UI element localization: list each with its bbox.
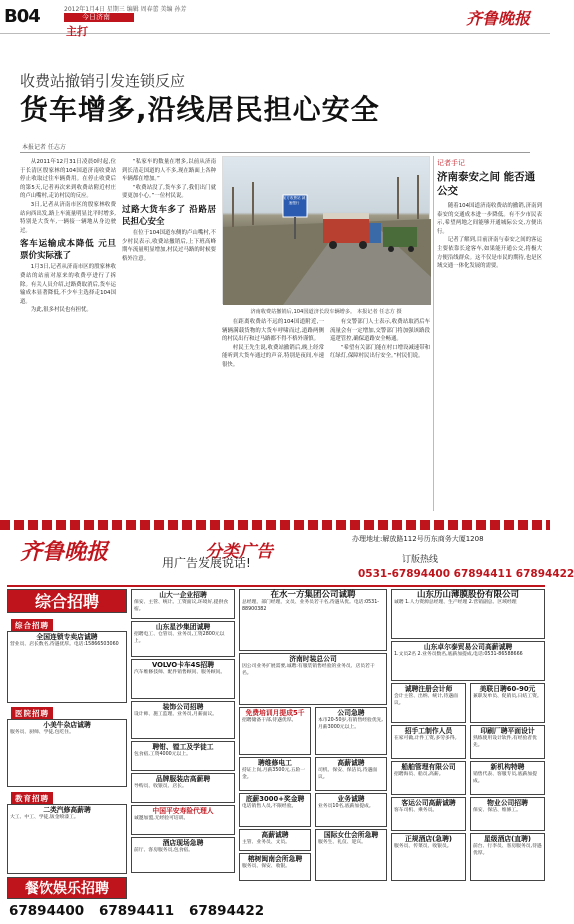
ad-box: 山东卓尔泰贸易公司高薪诚聘 1.文员2名 2.业务员数名,底薪加提成,电话:0531-86588666 — [391, 641, 545, 681]
paragraph: 3日,记者从济南市区的殷家林收费站向西出发,路上车流量明显比平时增多,特别是大货车,一辆接一辆地从身边驶过。 — [20, 201, 116, 234]
category-banner-entertain: 餐饮娱乐招聘 — [7, 877, 127, 899]
category-label-education: 教育招聘 — [11, 792, 53, 805]
ad-section-logo: 齐鲁晚报 — [20, 539, 109, 565]
commentary-headline: 济南泰安之间 能否通公交 — [437, 171, 536, 197]
ad-divider-band — [0, 520, 550, 530]
ad-box: 山东星沙集团诚聘 招聘电工、仓管员、业务员,工资2800元以上。 — [131, 621, 235, 657]
article-column-2 — [122, 158, 216, 513]
paragraph: 记者了解到,目前济南与泰安之间的客运主要依靠长途客车,如果能开通公交,将极大方便沿线群众。这不仅是市民的期待,也是区域交通一体化发展的需要。 — [437, 237, 542, 270]
paragraph: 从2011年12月31日凌晨0时起,位于长清区殷家林的104国道济南收费站停止收取过往车辆费用。在停止收费后的第5天,记者再次来到收费站附近村庄的卢山嘴村,走访村民的反应。 — [20, 159, 116, 200]
ad-box: 船舶管理有限公司 招聘海员、船员,高薪。 — [391, 761, 466, 795]
ad-phone-number: 67894400 — [9, 903, 85, 919]
ad-box: 二类汽修高薪聘 大工、中工、学徒,钣金喷漆工。 — [7, 804, 127, 874]
ad-box: VOLVO卡车4S招聘 汽车维修技师、配件销售顾问、服务顾问。 — [131, 659, 235, 699]
ad-section-slogan: 分类广告 — [205, 542, 273, 562]
paragraph: “私家车的数量在增多,以前从济南到长清走国道的人不多,现在路面上各种车辆都在增加。” — [122, 159, 216, 183]
header-meta: 2012年1月4日 星期三 编辑 周春蕾 美编 孙芳 — [64, 6, 187, 13]
ad-phone-number: 67894422 — [189, 903, 265, 919]
article-headline: 货车增多,沿线居民担心安全 — [20, 93, 380, 126]
paragraph: “收费站没了,货车多了,我们出门就要更加小心。”一位村民说。 — [122, 184, 216, 200]
section-tab: 今日济南 — [64, 13, 134, 22]
paragraph: 为此,很多村民也有担忧。 — [30, 307, 92, 314]
subheading: 客车运输成本降低 元旦票价实际涨了 — [20, 239, 116, 262]
category-label-recruit: 综合招聘 — [11, 619, 53, 632]
ad-box: 美联日聘60-90元 兼职发单员、促销员,日结工资。 — [470, 683, 545, 723]
ad-box: 星级酒店(直聘) 前台、行李员、客房服务员,待遇优厚。 — [470, 833, 545, 881]
ad-phone-number: 67894411 — [99, 903, 175, 919]
masthead-logo: 齐鲁晚报 — [466, 9, 531, 28]
ad-box: 全国连锁专卖店诚聘 营业员、店长数名,待遇优厚。电话:15866503060 — [7, 631, 127, 703]
ad-department: 订版热线 — [402, 555, 439, 565]
article-column-1 — [20, 158, 116, 513]
ad-box: 榕树闽南会所急聘 服务员、保安、收银。 — [239, 853, 311, 881]
article-column-3 — [222, 318, 324, 513]
ad-box: 客运公司高薪诚聘 客车司机、乘务员。 — [391, 797, 466, 831]
ad-box: 国际女仕会所急聘 服务生、礼仪、迎宾。 — [315, 829, 387, 881]
subheading: 过路大货车多了 沿路居民担心安全 — [122, 204, 216, 227]
paragraph: “希望有关部门能在村口增设减速带和红绿灯,保障村民出行安全。”村民们说。 — [330, 344, 430, 360]
ad-box: 聘钳、镗工及学徒工 包食宿,工资4000元以上。 — [131, 741, 235, 771]
ad-box: 公司急聘 本市20-50岁,有销售经验优先,月薪3000元以上。 — [315, 707, 387, 755]
category-label-medical: 医院招聘 — [11, 707, 53, 720]
section-name: 主打 — [66, 25, 88, 38]
ad-box: 高薪诚聘 主管、业务员、文员。 — [239, 829, 311, 851]
paragraph: 1月3日,记者从济南市区的殷家林收费站的站前对原来的收费亭进行了拆除。有关人员介绍,过路费取消后,货车运输成本显著降低,不少车主选择走104国道。 — [20, 264, 116, 305]
ad-box: 在水一方集团公司诚聘 总经理、部门经理、文员、业务员若干名,待遇从优。电话:0531-88900382 — [239, 589, 387, 651]
category-banner-recruit: 综合招聘 — [7, 589, 127, 613]
ad-box: 正规酒店(急聘) 服务员、传菜员、收银员。 — [391, 833, 466, 881]
photo-caption: 济南收费站撤销后,104国道济长段车辆增多。 本报记者 任志方 摄 — [250, 309, 402, 315]
ad-box: 诚聘注册会计师 会计主管、出纳、统计,待遇面议。 — [391, 683, 466, 723]
ad-box: 高薪诚聘 司机、保安、保洁员,待遇面议。 — [315, 757, 387, 791]
ad-box: 底薪3000+奖金聘 电话销售人员,不限经验。 — [239, 793, 311, 827]
ad-box: 济南时装总公司 因公司业务扩展需要,诚聘:有服装销售经验的业务员、店员若干名。 — [239, 653, 387, 705]
ad-box: 酒店现场急聘 前厅、客房服务员,包食宿。 — [131, 837, 235, 873]
article-column-4 — [330, 318, 430, 513]
ad-box: 新机构特聘 销售代表、客服专员,底薪加提成。 — [470, 761, 545, 795]
ad-box: 山大一企业招聘 保安、主管、统计。工资面议,环境好,提供食宿。 — [131, 589, 235, 619]
ad-box: 招手工制作人员 在家可做,计件工资,多劳多得。 — [391, 725, 466, 759]
ad-box: 物业公司招聘 保安、保洁、维修工。 — [470, 797, 545, 831]
ad-box: 山东历山薄膜股份有限公司 诚聘 1.人力资源总经理、生产经理 2.营销副总、区域经理 — [391, 589, 545, 639]
article-kicker: 收费站撤销引发连锁反应 — [20, 72, 186, 90]
commentary-label: 记者手记 — [437, 159, 465, 167]
commentary-body — [437, 202, 542, 512]
paragraph: 有交警部门人士表示,收费站取消后车流量会有一定增加,交警部门将加强该路段巡逻管控,确保道路安全畅通。 — [330, 319, 430, 343]
truck-scene-illustration — [223, 157, 431, 305]
ad-address: 办理地址:解放路112号历东商务大厦1208 — [352, 535, 484, 543]
ad-box: 小美牛杂店诚聘 服务员、厨师、学徒,包吃住。 — [7, 719, 127, 787]
ad-box: 聘维修电工 持证上岗,月薪3500元,五险一金。 — [239, 757, 311, 791]
article-photo — [222, 156, 430, 304]
column-divider — [433, 156, 434, 511]
ad-box: 印刷厂聘平面设计 熟练使用设计软件,有经验者优先。 — [470, 725, 545, 759]
divider — [20, 152, 530, 153]
ad-subtitle: 用广告发展说话! — [162, 556, 251, 570]
article-byline: 本报记者 任志方 — [22, 144, 66, 151]
ad-box: 业务诚聘 业务员10名,底薪加提成。 — [315, 793, 387, 827]
ad-box: 装饰公司招聘 设计师、施工监理、业务员,月薪面议。 — [131, 701, 235, 739]
paragraph: 在距离收费站不远的104国道附近,一辆辆满载货物的大货车呼啸而过,道路两侧的村民出行和过马路都不得不格外谨慎。 — [222, 319, 324, 343]
ad-hotline: 0531-67894400 67894411 67894422 — [358, 568, 574, 580]
paragraph: 随着104国道济南收费站的撤销,济南到泰安的交通成本进一步降低。有不少市民表示,希望两地之间能够开通城际公交,方便出行。 — [437, 203, 542, 235]
page-number: B04 — [4, 6, 40, 27]
photo-sign-text: 前方收费站 减速慢行 — [282, 196, 306, 205]
ad-box: 中国平安寿险代理人 诚邀加盟,无经验可培训。 — [131, 805, 235, 835]
paragraph: 在位于104国道东侧的卢山嘴村,不少村民表示,收费站撤销后,上下班高峰期车流量明显增加,村民过马路的时候要格外注意。 — [122, 229, 216, 262]
classified-grid — [7, 585, 545, 921]
ad-box: 品牌服装店高薪聘 导购员、收银员、店长。 — [131, 773, 235, 803]
ad-box: 免费培训月提成5千 招聘储备干部,待遇优厚。 — [239, 707, 311, 755]
paragraph: 村民王先生说,收费站撤销后,晚上经常能听到大货车通过的声音,特别是夜间,车速很快。 — [222, 344, 324, 368]
